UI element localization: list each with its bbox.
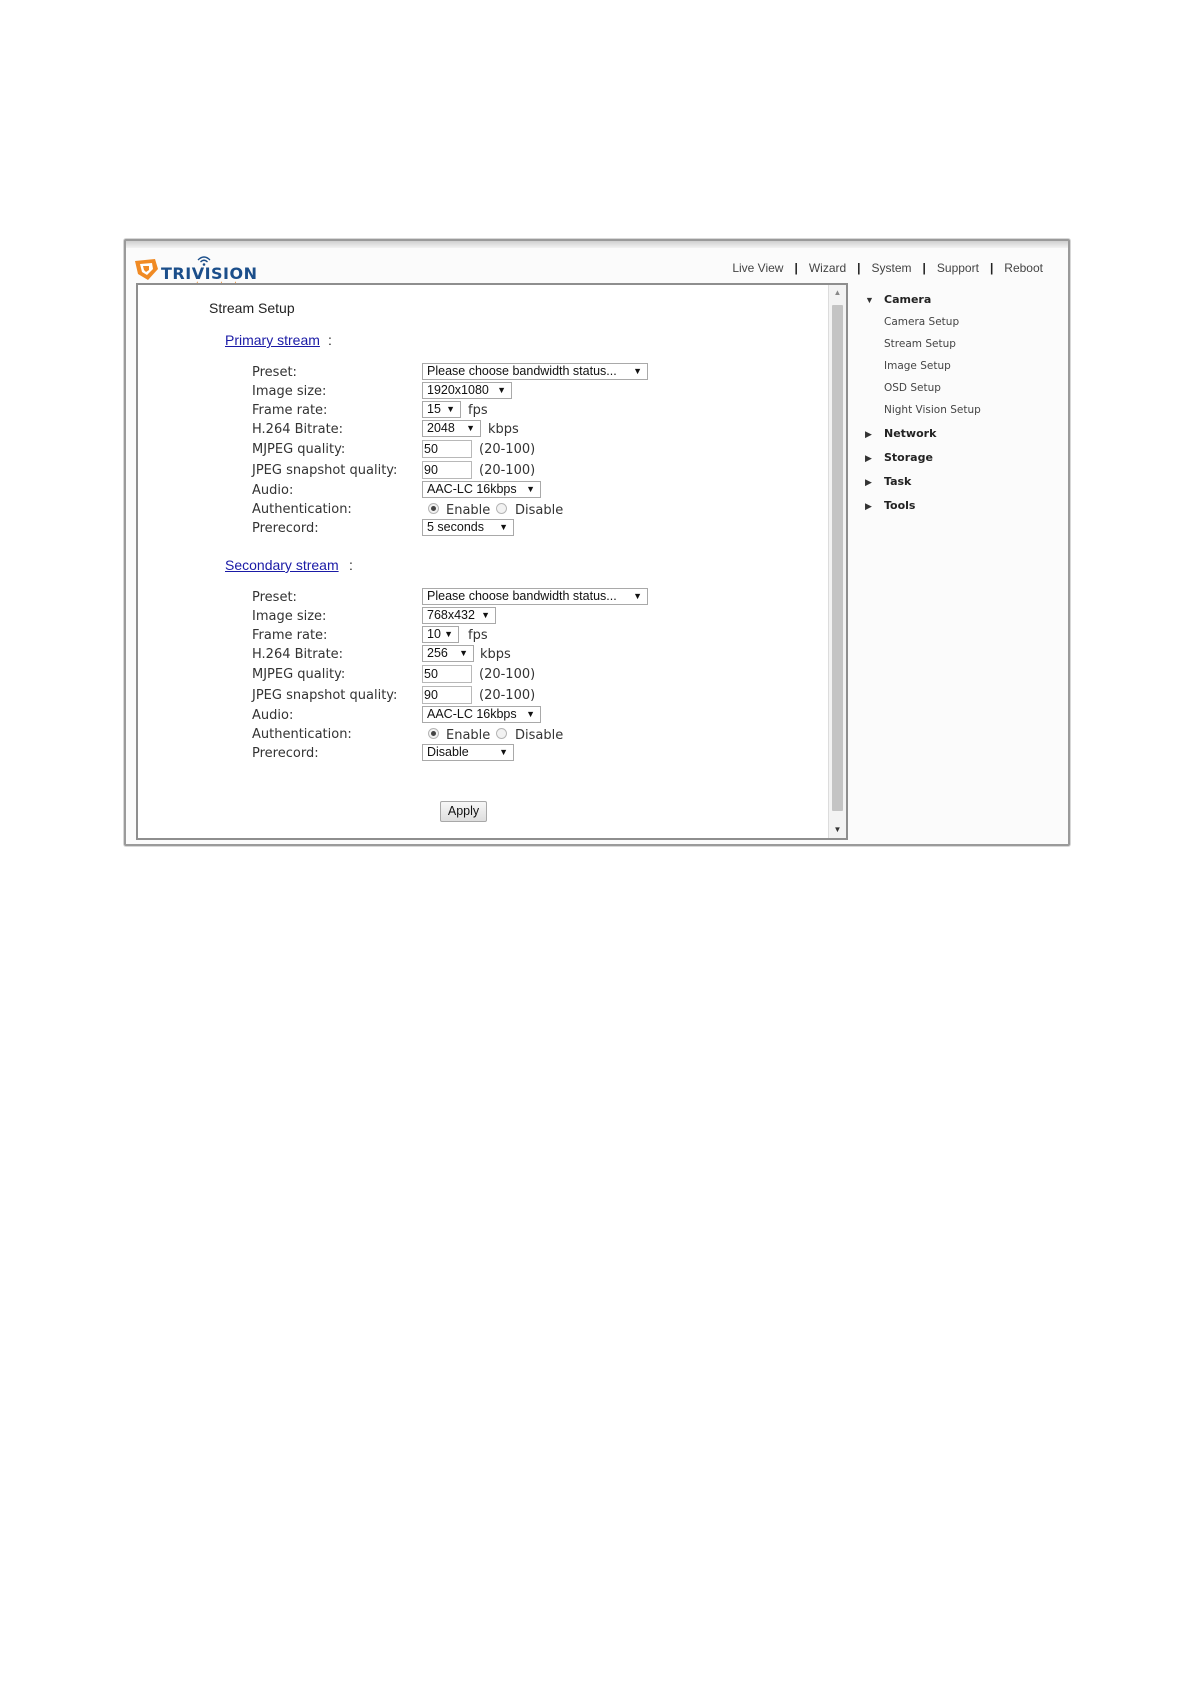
primary-jpeg-label: JPEG snapshot quality: [252, 463, 398, 478]
sidebar-network-label: Network [884, 427, 937, 440]
primary-audio-value: AAC-LC 16kbps [427, 482, 517, 496]
primary-bitrate-select[interactable] [422, 420, 481, 437]
nav-live-view[interactable]: Live View [732, 261, 784, 275]
collapsed-triangle-icon: ▶ [865, 429, 872, 439]
nav-separator: | [794, 261, 798, 275]
primary-fps-unit: fps [468, 403, 488, 418]
trivision-logo [134, 251, 269, 287]
primary-mjpeg-quality-input[interactable] [422, 440, 472, 458]
primary-image-size-label: Image size: [252, 384, 327, 399]
sidebar-subitem-image-setup[interactable]: Image Setup [884, 360, 951, 372]
secondary-preset-label: Preset: [252, 590, 297, 605]
secondary-mjpeg-range: (20-100) [479, 667, 536, 682]
apply-button[interactable]: Apply [440, 801, 487, 822]
secondary-bitrate-label: H.264 Bitrate: [252, 647, 344, 662]
primary-frame-rate-select[interactable] [422, 401, 461, 418]
top-navigation [732, 261, 1043, 275]
secondary-auth-disable-label: Disable [515, 728, 564, 743]
secondary-preset-value: Please choose bandwidth status... [427, 589, 617, 603]
vertical-scrollbar[interactable] [828, 285, 846, 838]
brand-name: TRIVISION [161, 264, 258, 283]
nav-separator: | [922, 261, 926, 275]
secondary-bitrate-select[interactable] [422, 645, 474, 662]
sidebar-task-label: Task [884, 475, 912, 488]
dropdown-arrow-icon: ▼ [459, 648, 468, 658]
secondary-image-size-select[interactable] [422, 607, 496, 624]
secondary-image-size-label: Image size: [252, 609, 327, 624]
secondary-bitrate-value: 256 [427, 646, 448, 660]
collapsed-triangle-icon: ▶ [865, 477, 872, 487]
secondary-kbps-unit: kbps [480, 647, 511, 662]
sidebar-subitem-osd-setup[interactable]: OSD Setup [884, 382, 941, 394]
primary-jpeg-quality-input[interactable] [422, 461, 472, 479]
collapsed-triangle-icon: ▶ [865, 453, 872, 463]
primary-frame-rate-value: 15 [427, 402, 441, 416]
page-title: Stream Setup [209, 300, 295, 316]
logo-mark-icon [134, 257, 159, 281]
secondary-mjpeg-label: MJPEG quality: [252, 667, 346, 682]
section-colon: : [328, 332, 332, 348]
scroll-down-icon[interactable]: ▼ [833, 825, 842, 834]
secondary-jpeg-label: JPEG snapshot quality: [252, 688, 398, 703]
primary-prerecord-value: 5 seconds [427, 520, 484, 534]
secondary-mjpeg-quality-input[interactable] [422, 665, 472, 683]
dropdown-arrow-icon: ▼ [633, 366, 642, 376]
secondary-audio-select[interactable] [422, 706, 541, 723]
secondary-preset-select[interactable] [422, 588, 648, 605]
primary-audio-label: Audio: [252, 483, 294, 498]
primary-mjpeg-label: MJPEG quality: [252, 442, 346, 457]
dropdown-arrow-icon: ▼ [633, 591, 642, 601]
secondary-fps-unit: fps [468, 628, 488, 643]
expanded-triangle-icon: ▼ [865, 295, 874, 305]
nav-separator: | [989, 261, 994, 275]
primary-image-size-select[interactable] [422, 382, 512, 399]
primary-stream-link[interactable]: Primary stream [225, 332, 320, 348]
secondary-auth-enable-label: Enable [446, 728, 491, 743]
nav-reboot[interactable]: Reboot [1004, 261, 1043, 275]
secondary-auth-label: Authentication: [252, 727, 352, 742]
nav-separator: | [857, 261, 861, 275]
secondary-prerecord-label: Prerecord: [252, 746, 319, 761]
dropdown-arrow-icon: ▼ [497, 385, 506, 395]
primary-prerecord-label: Prerecord: [252, 521, 319, 536]
dropdown-arrow-icon: ▼ [526, 709, 535, 719]
scroll-thumb[interactable] [832, 305, 843, 811]
nav-system[interactable]: System [871, 261, 912, 275]
primary-image-size-value: 1920x1080 [427, 383, 489, 397]
secondary-frame-rate-select[interactable] [422, 626, 459, 643]
sidebar-storage-label: Storage [884, 451, 933, 464]
dropdown-arrow-icon: ▼ [481, 610, 490, 620]
secondary-audio-value: AAC-LC 16kbps [427, 707, 517, 721]
secondary-frame-rate-label: Frame rate: [252, 628, 328, 643]
dropdown-arrow-icon: ▼ [499, 522, 508, 532]
secondary-frame-rate-value: 10 [427, 627, 441, 641]
scroll-up-icon[interactable]: ▲ [833, 288, 842, 297]
primary-prerecord-select[interactable] [422, 519, 514, 536]
primary-auth-disable-label: Disable [515, 503, 564, 518]
secondary-prerecord-select[interactable] [422, 744, 514, 761]
primary-bitrate-label: H.264 Bitrate: [252, 422, 344, 437]
dropdown-arrow-icon: ▼ [466, 423, 475, 433]
primary-audio-select[interactable] [422, 481, 541, 498]
secondary-auth-enable-radio[interactable] [428, 728, 439, 739]
primary-auth-label: Authentication: [252, 502, 352, 517]
collapsed-triangle-icon: ▶ [865, 501, 872, 511]
content-frame [136, 283, 848, 840]
secondary-jpeg-range: (20-100) [479, 688, 536, 703]
primary-preset-select[interactable] [422, 363, 648, 380]
dropdown-arrow-icon: ▼ [444, 629, 453, 639]
dropdown-arrow-icon: ▼ [499, 747, 508, 757]
sidebar-tools-label: Tools [884, 499, 916, 512]
secondary-stream-link[interactable]: Secondary stream [225, 557, 339, 573]
primary-kbps-unit: kbps [488, 422, 519, 437]
primary-auth-enable-label: Enable [446, 503, 491, 518]
dropdown-arrow-icon: ▼ [526, 484, 535, 494]
sidebar-camera-label: Camera [884, 293, 932, 306]
section-colon: : [349, 557, 353, 573]
sidebar-subitem-night-vision-setup[interactable]: Night Vision Setup [884, 404, 981, 416]
secondary-image-size-value: 768x432 [427, 608, 475, 622]
browser-window [124, 239, 1070, 846]
primary-mjpeg-range: (20-100) [479, 442, 536, 457]
nav-support[interactable]: Support [936, 261, 979, 275]
secondary-prerecord-value: Disable [427, 745, 469, 759]
secondary-audio-label: Audio: [252, 708, 294, 723]
primary-auth-enable-radio[interactable] [428, 503, 439, 514]
nav-wizard[interactable]: Wizard [808, 261, 847, 275]
sidebar-subitem-camera-setup[interactable]: Camera Setup [884, 316, 960, 328]
primary-auth-disable-radio[interactable] [496, 503, 507, 514]
primary-frame-rate-label: Frame rate: [252, 403, 328, 418]
secondary-auth-disable-radio[interactable] [496, 728, 507, 739]
secondary-jpeg-quality-input[interactable] [422, 686, 472, 704]
primary-preset-value: Please choose bandwidth status... [427, 364, 617, 378]
dropdown-arrow-icon: ▼ [446, 404, 455, 414]
primary-bitrate-value: 2048 [427, 421, 455, 435]
primary-preset-label: Preset: [252, 365, 297, 380]
primary-jpeg-range: (20-100) [479, 463, 536, 478]
sidebar-subitem-stream-setup[interactable]: Stream Setup [884, 338, 956, 350]
